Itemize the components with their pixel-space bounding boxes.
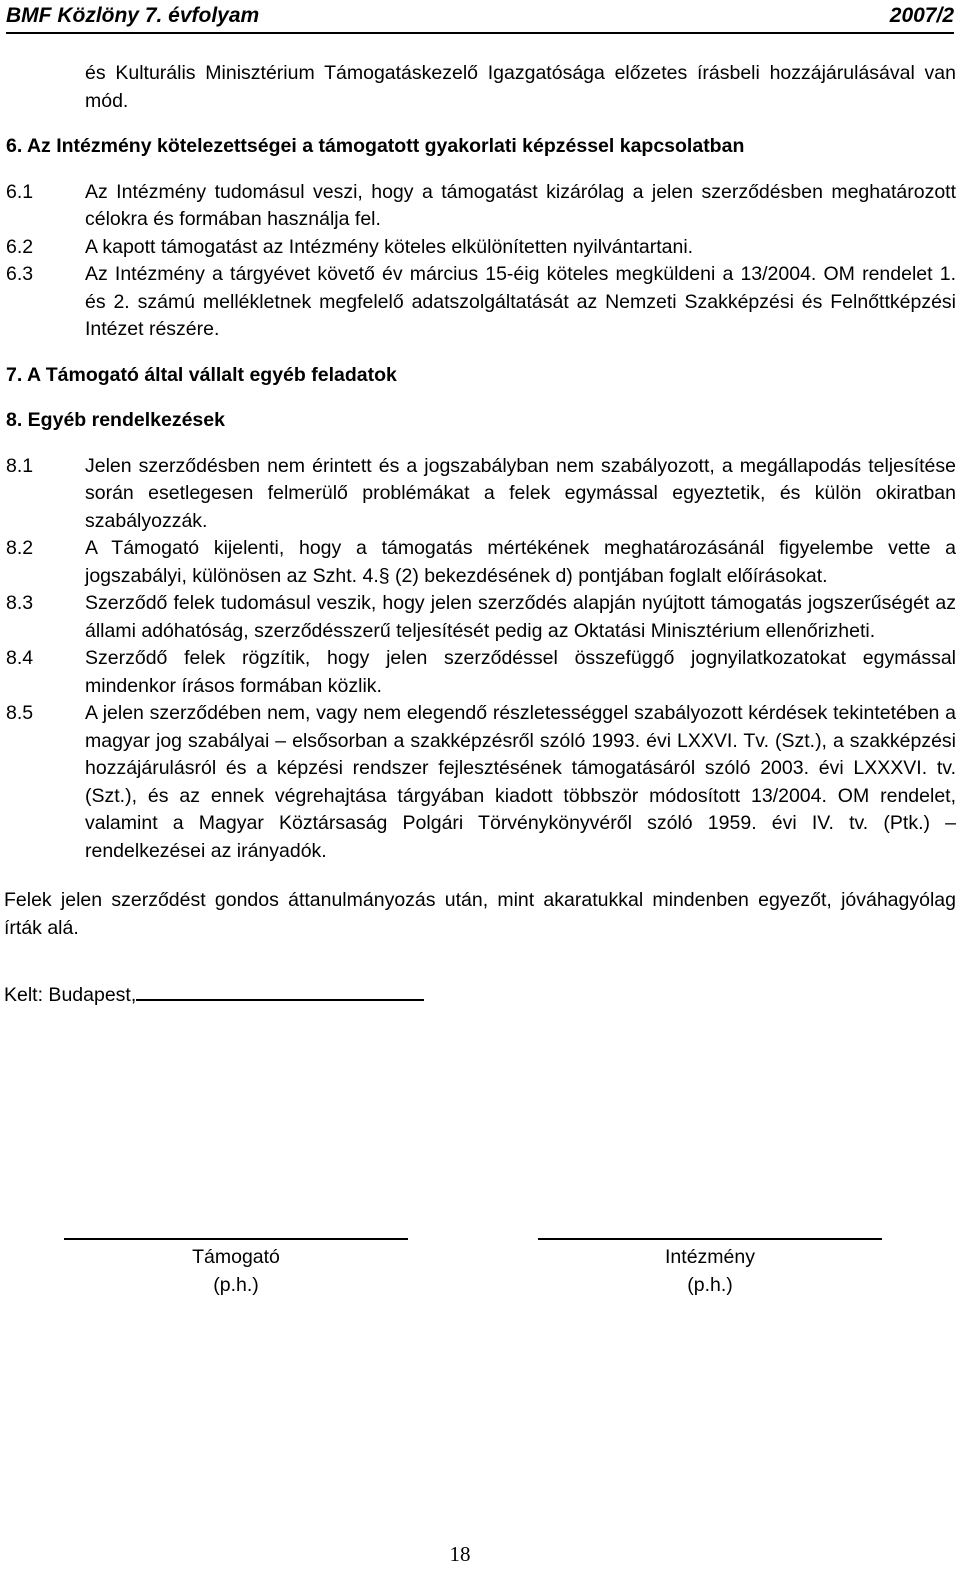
clause-8-5 xyxy=(0,700,956,865)
clause-text: A kapott támogatást az Intézmény köteles elkülönítetten nyilvántartani. xyxy=(85,235,694,258)
clause-8-4 xyxy=(0,645,956,700)
clause-6-1 xyxy=(0,179,956,234)
section-7-heading: 7. A Támogató által vállalt egyéb feladatok xyxy=(6,363,397,386)
section-8-heading: 8. Egyéb rendelkezések xyxy=(6,409,225,431)
signature-line xyxy=(538,1238,882,1240)
page-header xyxy=(6,0,954,34)
clause-6-3 xyxy=(0,261,956,344)
clause-6-2 xyxy=(0,234,956,262)
document-body xyxy=(0,60,960,1010)
section-6-heading: 6. Az Intézmény kötelezettségei a támogatott gyakorlati képzéssel kapcsolatban xyxy=(6,135,745,157)
seal-placeholder: (p.h.) xyxy=(687,1274,733,1296)
date-place-line xyxy=(4,982,960,1010)
clause-number: 8.4 xyxy=(6,647,34,669)
intro-paragraph: és Kulturális Minisztérium Támogatáskezelő Igazgatósága előzetes írásbeli hozzájárulásával van mód. xyxy=(85,62,956,112)
clause-8-3 xyxy=(0,590,956,645)
clause-number: 6.1 xyxy=(6,180,34,203)
date-blank-line xyxy=(136,985,424,1001)
clause-text: Szerződő felek tudomásul veszik, hogy jelen szerződés alapján nyújtott támogatás jogszerűségét az állami adóhatóság, szerződésszerű teljesítését pedig az Oktatási Minisztérium ellenőrizheti. xyxy=(85,592,956,642)
journal-title: BMF Közlöny 7. évfolyam xyxy=(6,4,260,27)
clause-text: A jelen szerződében nem, vagy nem elegendő részletességgel szabályozott kérdések tekintetében a magyar jog szabályai – elsősorban a szakképzésről szóló 1993. évi LXXVI. Tv. (Szt.), a szakképzési hozzájárulásról és a képzési rendszer fejlesztésének támogatásáról szóló 2003. évi LXXXVI. tv. (Szt.), és az ennek végrehajtása tárgyában kiadott többször módosított 13/2004. OM rendelet, valamint a Magyar Köztársaság Polgári Törvénykönyvéről szóló 1959. évi IV. tv. (Ptk.) – rendelkezései az irányadók. xyxy=(85,702,956,862)
clause-8-2 xyxy=(0,535,956,590)
clause-number: 8.2 xyxy=(6,537,34,559)
clause-8-1 xyxy=(0,453,956,536)
clause-number: 8.1 xyxy=(6,454,34,477)
signature-supporter xyxy=(64,1238,408,1299)
clause-number: 6.2 xyxy=(6,235,34,258)
clause-number: 8.3 xyxy=(6,592,34,614)
kelt-label: Kelt: Budapest, xyxy=(4,984,137,1006)
signature-institution xyxy=(538,1238,882,1299)
clause-text: Jelen szerződésben nem érintett és a jogszabályban nem szabályozott, a megállapodás teljesítése során esetlegesen felmerülő problémákat a felek egymással egyeztetik, és külön okiratban szabályozzák. xyxy=(85,454,956,532)
clause-text: Az Intézmény tudomásul veszi, hogy a támogatást kizárólag a jelen szerződésben meghatározott célokra és formában használja fel. xyxy=(85,180,956,230)
signature-line xyxy=(64,1238,408,1240)
seal-placeholder: (p.h.) xyxy=(213,1274,259,1296)
clause-number: 6.3 xyxy=(6,263,34,285)
signatory-name: Intézmény xyxy=(665,1246,755,1268)
issue-number: 2007/2 xyxy=(889,4,954,27)
closing-statement: Felek jelen szerződést gondos áttanulmányozás után, mint akaratukkal mindenben egyezőt, jóváhagyólag írták alá. xyxy=(4,889,956,939)
clause-text: Szerződő felek rögzítik, hogy jelen szerződéssel összefüggő jognyilatkozatokat egymással mindenkor írásos formában közlik. xyxy=(85,647,956,697)
clause-number: 8.5 xyxy=(6,702,34,724)
clause-text: A Támogató kijelenti, hogy a támogatás mértékének meghatározásánál figyelembe vette a jogszabályi, különösen az Szht. 4.§ (2) bekezdésének d) pontjában foglalt előírásokat. xyxy=(85,537,956,587)
page-number: 18 xyxy=(449,1542,471,1566)
clause-text: Az Intézmény a tárgyévet követő év március 15-éig köteles megküldeni a 13/2004. OM rendelet 1. és 2. számú mellékletnek megfelelő adatszolgáltatását az Nemzeti Szakképzési és Felnőttképzési Intézet részére. xyxy=(85,263,956,340)
signatory-name: Támogató xyxy=(192,1246,280,1268)
